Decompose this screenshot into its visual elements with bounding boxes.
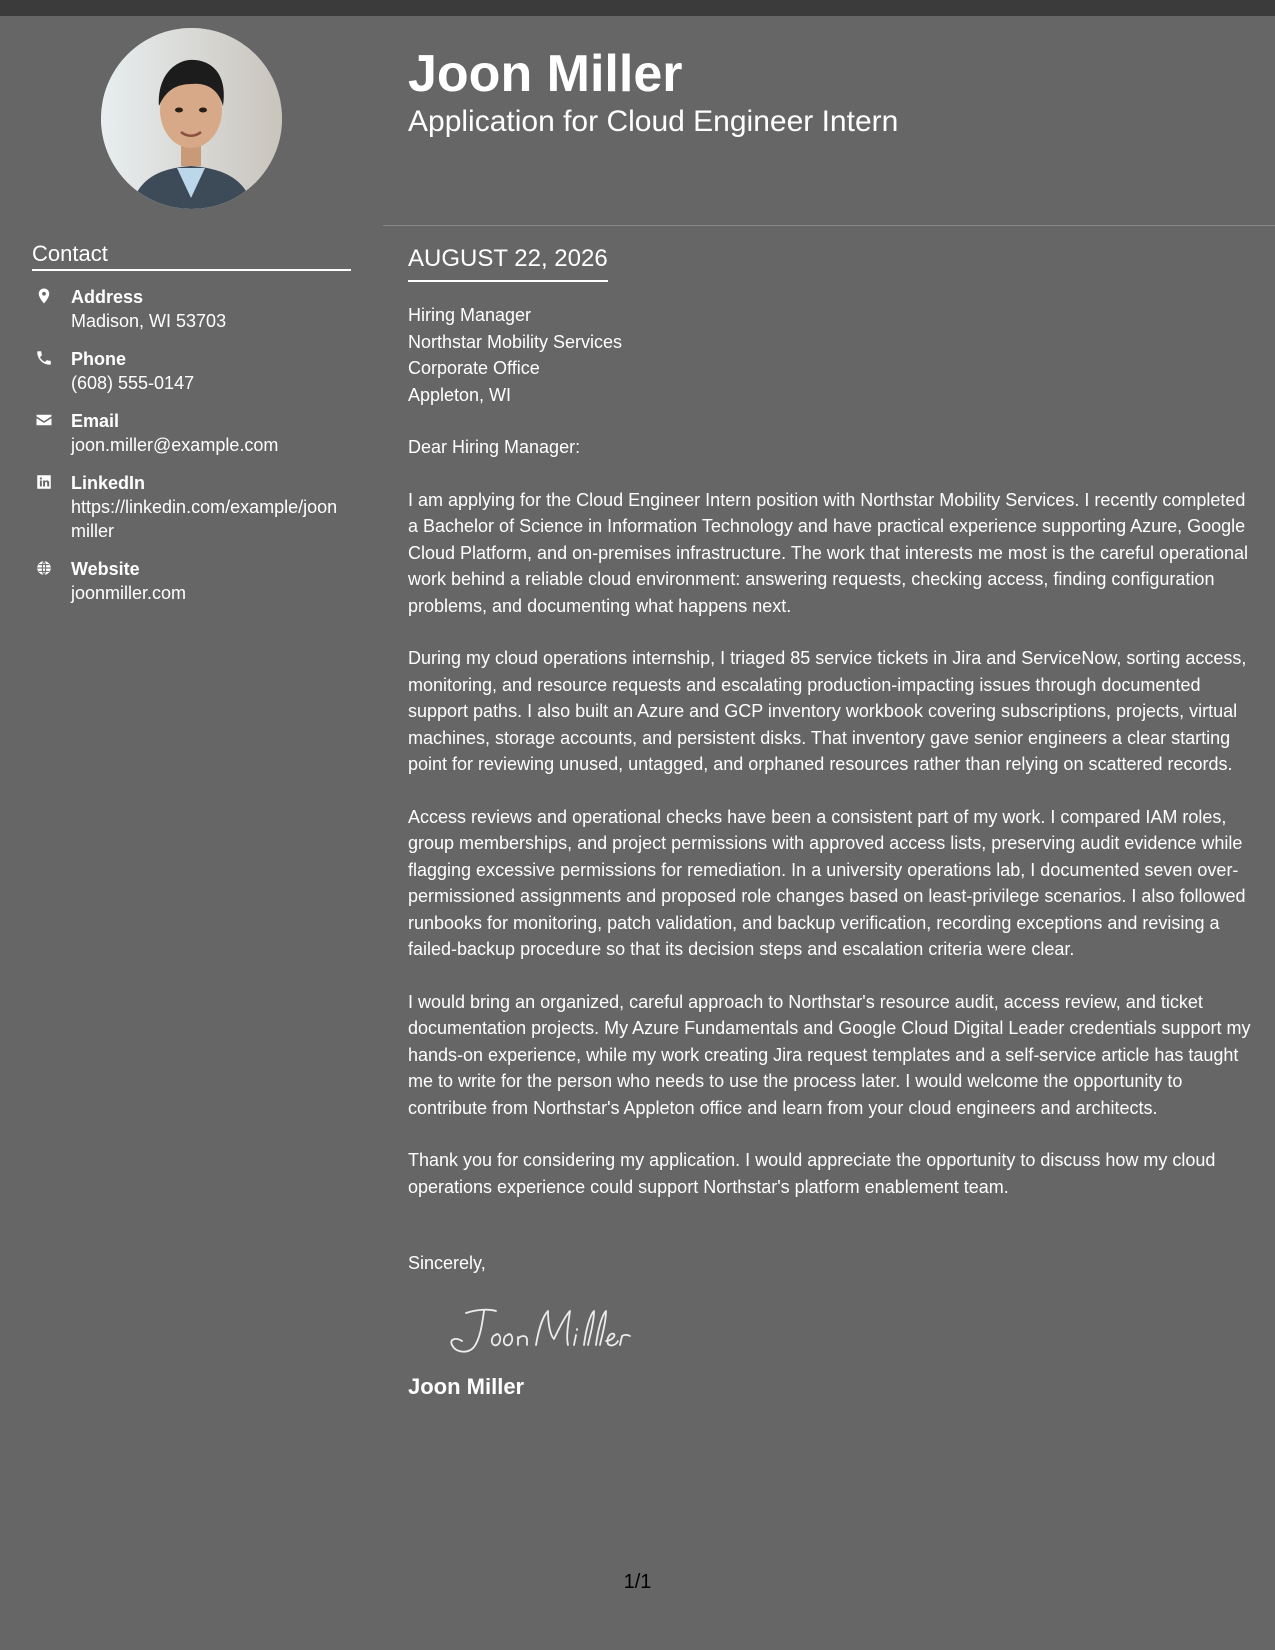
paragraph-thanks: Thank you for considering my application. I would appreciate the opportunity to discuss how my cloud operations experience could support Northstar's platform enablement team. — [408, 1150, 1216, 1197]
contact-list — [32, 285, 352, 619]
contact-label: Email — [71, 411, 120, 431]
address-value: Madison, WI 53703 — [71, 311, 227, 331]
page-number: 1/1 — [623, 1571, 652, 1593]
top-bar — [0, 0, 1275, 16]
contact-label: Website — [71, 559, 140, 579]
recipient-line: Hiring Manager — [408, 305, 532, 325]
website-link[interactable]: joonmiller.com — [71, 583, 187, 603]
contact-item-linkedin — [32, 471, 352, 543]
header-divider — [383, 225, 1275, 226]
contact-label: LinkedIn — [71, 473, 146, 493]
recipient-block — [408, 302, 1253, 408]
paragraph-access-reviews: Access reviews and operational checks have been a consistent part of my work. I compared IAM roles, group memberships, and project permissions with approved access lists, preserving audit evidence while flagging excessive permissions for remediation. In a university operations lab, I documented seven over-permissioned assignments and proposed role changes based on least-privilege scenarios. I also followed runbooks for monitoring, patch validation, and backup verification, recording exceptions and revising a failed-backup procedure so that its decision steps and escalation criteria were clear. — [408, 806, 1246, 959]
phone-icon — [35, 349, 53, 367]
application-title: Application for Cloud Engineer Intern — [408, 105, 899, 138]
envelope-icon — [35, 411, 53, 429]
contact-item-email — [32, 409, 352, 457]
profile-photo — [101, 28, 282, 209]
location-pin-icon — [35, 287, 53, 305]
paragraph-contribution: I would bring an organized, careful approach to Northstar's resource audit, access review, and ticket documentation projects. My Azure Fundamentals and Google Cloud Digital Leader credentials support my hands-on experience, while my work creating Jira request templates and a self-service article has taught me to write for the person who needs to use the process later. I would welcome the opportunity to contribute from Northstar's Appleton office and learn from your cloud engineers and architects. — [408, 991, 1251, 1118]
letter-body — [408, 244, 1253, 1401]
globe-icon — [35, 559, 53, 577]
contact-item-phone — [32, 347, 352, 395]
closing: Sincerely, — [408, 1253, 486, 1273]
paragraph-internship: During my cloud operations internship, I triaged 85 service tickets in Jira and ServiceNow, sorting access, monitoring, and resource requests and escalating production-impacting issues through documented support paths. I also built an Azure and GCP inventory workbook covering subscriptions, projects, virtual machines, storage accounts, and persistent disks. That inventory gave senior engineers a clear starting point for reviewing unused, untagged, and orphaned resources rather than relying on scattered records. — [408, 648, 1247, 774]
linkedin-link[interactable]: https://linkedin.com/example/joonmiller — [71, 497, 338, 541]
handwritten-signature — [444, 1299, 644, 1359]
contact-heading: Contact — [32, 241, 351, 271]
sidebar — [0, 16, 383, 1650]
linkedin-icon — [35, 473, 53, 491]
paragraph-intro: I am applying for the Cloud Engineer Intern position with Northstar Mobility Services. I recently completed a Bachelor of Science in Information Technology and have practical experience supporting Azure, Google Cloud Platform, and on-premises infrastructure. The work that interests me most is the careful operational work behind a reliable cloud environment: answering requests, checking access, finding configuration problems, and documenting what happens next. — [408, 489, 1249, 616]
contact-item-website — [32, 557, 352, 605]
contact-item-address — [32, 285, 352, 333]
recipient-line: Appleton, WI — [408, 384, 512, 405]
applicant-name: Joon Miller — [408, 45, 683, 103]
contact-label: Address — [71, 287, 144, 307]
email-link[interactable]: joon.miller@example.com — [71, 435, 279, 455]
letter-date: AUGUST 22, 2026 — [408, 244, 608, 282]
recipient-line: Corporate Office — [408, 358, 540, 378]
signed-name: Joon Miller — [408, 1373, 525, 1399]
recipient-line: Northstar Mobility Services — [408, 331, 623, 352]
phone-value: (608) 555-0147 — [71, 373, 195, 393]
contact-label: Phone — [71, 349, 127, 369]
avatar — [101, 28, 282, 209]
salutation: Dear Hiring Manager: — [408, 437, 581, 457]
